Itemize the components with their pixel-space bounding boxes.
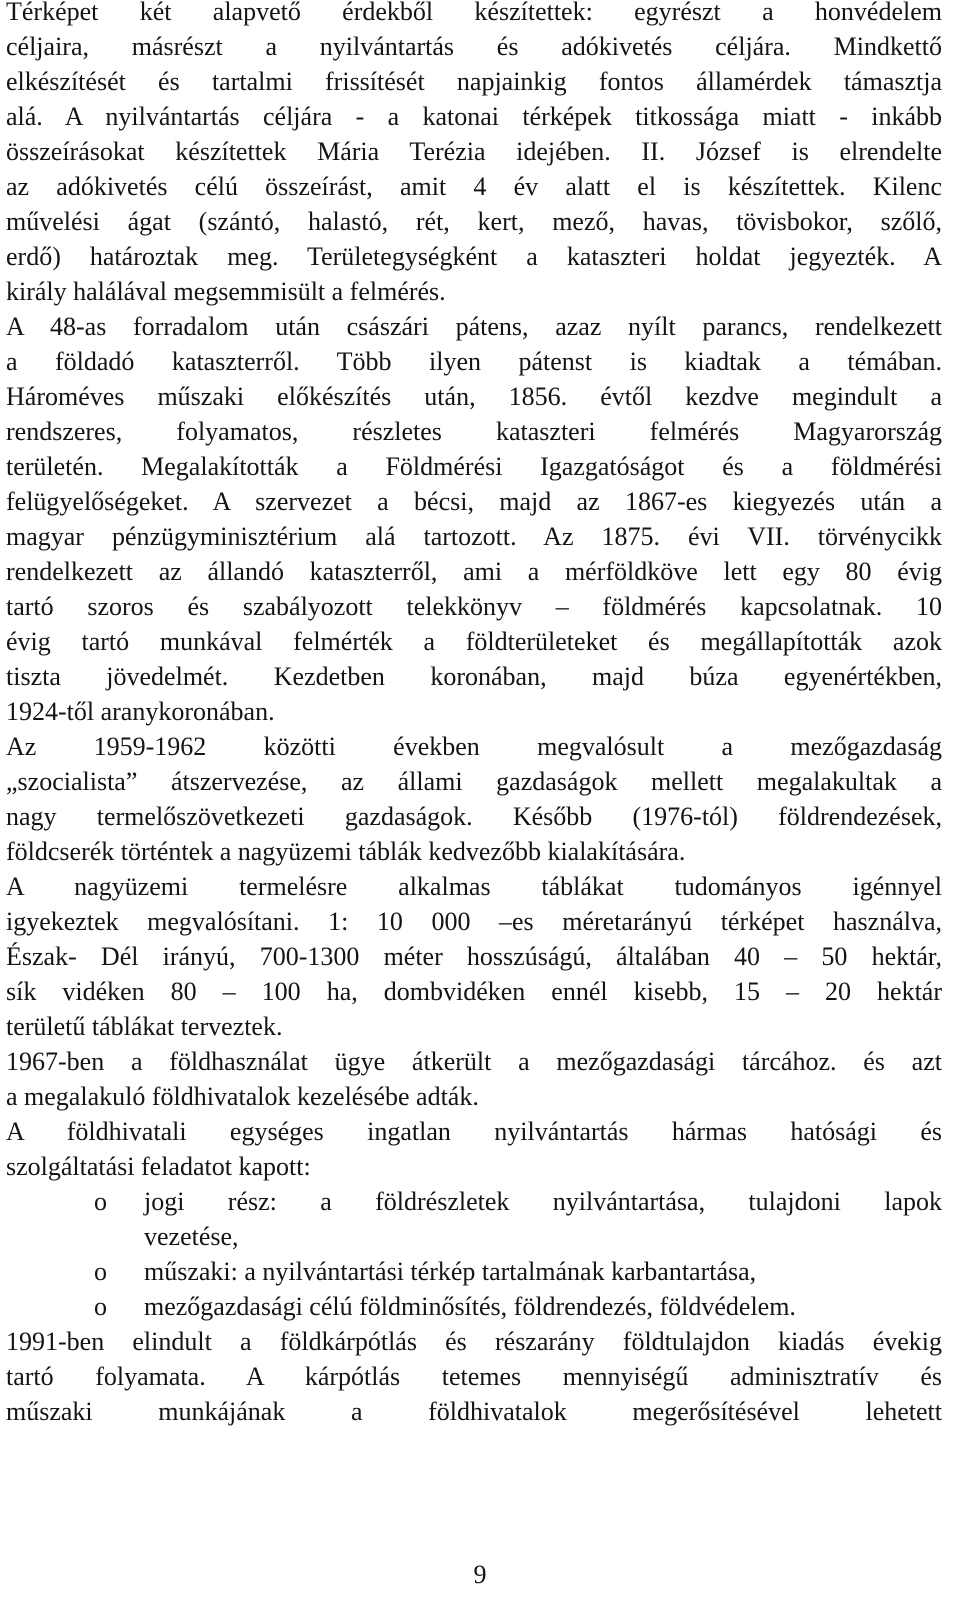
text-line: a földadó kataszterről. Több ilyen pátenst is kiadtak a témában. [6,347,942,376]
list-item-line: vezetése, [144,1222,239,1251]
text-line: Észak- Dél irányú, 700-1300 méter hosszúságú, általában 40 – 50 hektár, [6,942,942,971]
text-line: elkészítését és tartalmi frissítését napjainkig fontos államérdek támasztja [6,67,942,96]
text-line: Térképet két alapvető érdekből készítettek: egyrészt a honvédelem [6,0,942,26]
body-text [6,0,942,1184]
text-line: A földhivatali egységes ingatlan nyilvántartás hármas hatósági és [6,1117,942,1146]
text-line: A nagyüzemi termelésre alkalmas táblákat tudományos igénnyel [6,872,942,901]
text-line: Az 1959-1962 közötti években megvalósult a mezőgazdaság [6,732,942,761]
paragraph [6,1044,942,1114]
list-item [6,1289,942,1324]
text-line: Hároméves műszaki előkészítés után, 1856. évtől kezdve megindult a [6,382,942,411]
text-line: erdő) határoztak meg. Területegységként a kataszteri holdat jegyezték. A [6,242,942,271]
closing-paragraph [6,1324,942,1429]
text-line: tartó folyamata. A kárpótlás tetemes mennyiségű adminisztratív és [6,1362,942,1391]
text-line: összeírásokat készítettek Mária Terézia idejében. II. József is elrendelte [6,137,942,166]
page-number: 9 [473,1560,487,1589]
task-list [6,1184,942,1324]
text-line: az adókivetés célú összeírást, amit 4 év alatt el is készítettek. Kilenc [6,172,942,201]
text-line: felügyelőségeket. A szervezet a bécsi, majd az 1867-es kiegyezés után a [6,487,942,516]
text-line: rendszeres, folyamatos, részletes kataszteri felmérés Magyarország [6,417,942,446]
paragraph [6,309,942,729]
text-line: A 48-as forradalom után császári pátens, azaz nyílt parancs, rendelkezett [6,312,942,341]
list-item-line: jogi rész: a földrészletek nyilvántartása, tulajdoni lapok [144,1187,942,1216]
text-line: nagy termelőszövetkezeti gazdaságok. Később (1976-tól) földrendezések, [6,802,942,831]
text-line: alá. A nyilvántartás céljára - a katonai térképek titkossága miatt - inkább [6,102,942,131]
text-line: sík vidéken 80 – 100 ha, dombvidéken ennél kisebb, 15 – 20 hektár [6,977,942,1006]
text-line: 1967-ben a földhasználat ügye átkerült a mezőgazdasági tárcához. és azt [6,1047,942,1076]
list-bullet: o [94,1292,107,1321]
document-page [6,0,942,1429]
list-item [6,1254,942,1289]
text-line: szolgáltatási feladatot kapott: [6,1152,311,1181]
text-line: „szocialista” átszervezése, az állami gazdaságok mellett megalakultak a [6,767,942,796]
paragraph [6,1114,942,1184]
paragraph [6,0,942,309]
text-line: területén. Megalakították a Földmérési Igazgatóságot és a földmérési [6,452,942,481]
text-line: rendelkezett az állandó kataszterről, ami a mérföldköve lett egy 80 évig [6,557,942,586]
list-item-line: mezőgazdasági célú földminősítés, földrendezés, földvédelem. [144,1292,796,1321]
text-line: igyekeztek megvalósítani. 1: 10 000 –es méretarányú térképet használva, [6,907,942,936]
text-line: műszaki munkájának a földhivatalok megerősítésével lehetett [6,1397,942,1426]
text-line: a megalakuló földhivatalok kezelésébe adták. [6,1082,479,1111]
text-line: 1991-ben elindult a földkárpótlás és részarány földtulajdon kiadás évekig [6,1327,942,1356]
paragraph [6,869,942,1044]
text-line: magyar pénzügyminisztérium alá tartozott. Az 1875. évi VII. törvénycikk [6,522,942,551]
list-bullet: o [94,1187,107,1216]
text-line: évig tartó munkával felmérték a földterületeket és megállapították azok [6,627,942,656]
text-line: földcserék történtek a nagyüzemi táblák kedvezőbb kialakítására. [6,837,686,866]
text-line: művelési ágat (szántó, halastó, rét, kert, mező, havas, tövisbokor, szőlő, [6,207,942,236]
text-line: területű táblákat terveztek. [6,1012,283,1041]
text-line: 1924-től aranykoronában. [6,697,275,726]
text-line: tiszta jövedelmét. Kezdetben koronában, majd búza egyenértékben, [6,662,942,691]
list-item [6,1184,942,1254]
paragraph [6,729,942,869]
text-line: céljaira, másrészt a nyilvántartás és adókivetés céljára. Mindkettő [6,32,942,61]
list-bullet: o [94,1257,107,1286]
text-line: tartó szoros és szabályozott telekkönyv – földmérés kapcsolatnak. 10 [6,592,942,621]
text-line: király halálával megsemmisült a felmérés. [6,277,446,306]
list-item-line: műszaki: a nyilvántartási térkép tartalmának karbantartása, [144,1257,757,1286]
